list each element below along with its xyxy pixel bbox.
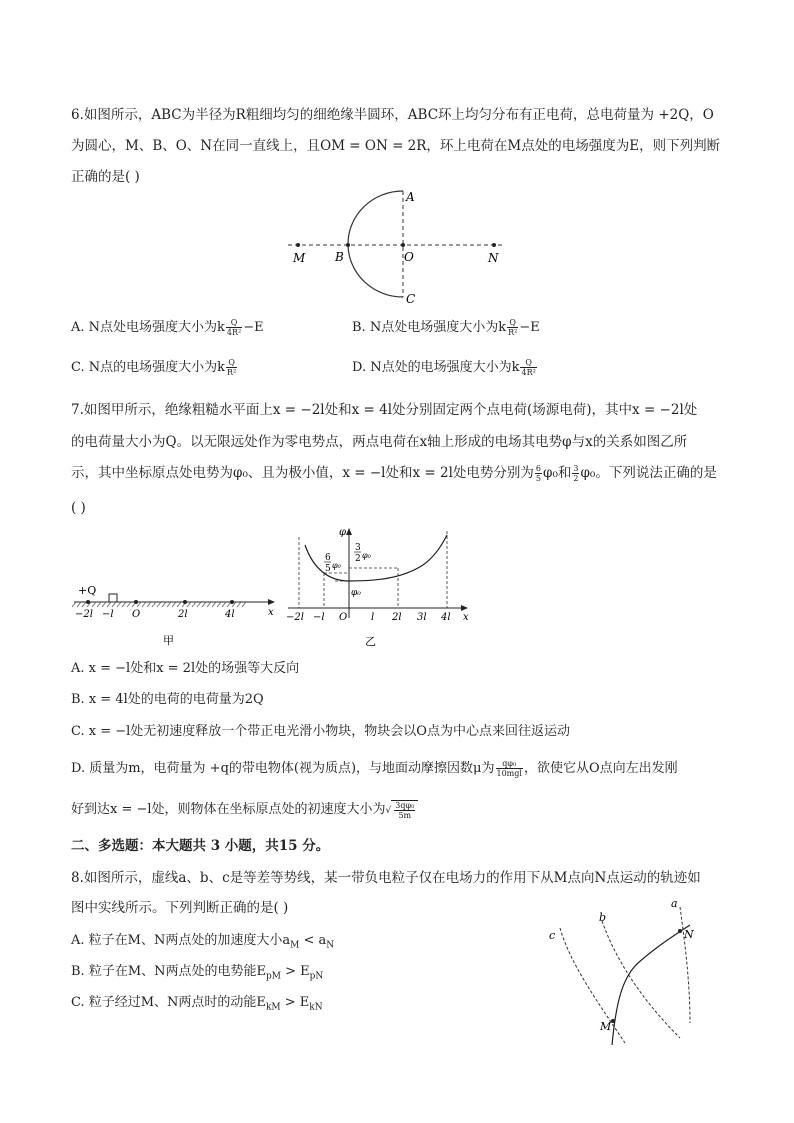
yi-tick-2: −l: [313, 612, 325, 623]
q8-point-m: [611, 1019, 615, 1023]
yi-tick-4: l: [371, 612, 375, 623]
q8-line1: 8.如图所示，虚线a、b、c是等差等势线，某一带负电粒子仅在电场力的作用下从M点向N点运动的轨迹如: [71, 870, 701, 886]
q6-option-a[interactable]: [71, 316, 264, 337]
q7-line3: 示，其中坐标原点处电势为φ₀、且为极小值，x = −l处和x = 2l处电势分别为 $\frac{6}{5}$ φ₀和 $\frac{3}{2}$ φ₀。下列说法正确的是: [71, 464, 717, 483]
q6-label-n: N: [488, 251, 499, 265]
jia-tick-3: O: [132, 609, 141, 620]
q7-line2: 的电荷量大小为Q。以无限远处作为零电势点，两点电荷在x轴上形成的电场其电势φ与x的关系如图乙所: [71, 434, 688, 450]
q8-equipotential-a: [680, 907, 690, 1023]
jia-tick-1: −2l: [75, 609, 93, 620]
q6-label-m: M: [293, 251, 306, 265]
q6-option-c-frac: $\frac{Q}{\text{R²}}$: [227, 358, 237, 377]
jia-hatch: [72, 602, 246, 607]
yi-phi0-label: φ₀: [351, 588, 361, 598]
jia-tick-5: 4l: [225, 609, 235, 620]
yi-frac32-num: 3: [355, 543, 361, 553]
q8-label-b: b: [599, 911, 607, 924]
q6-line1: 6.如图所示，ABC为半径为R粗细均匀的细绝缘半圆环，ABC环上均匀分布有正电荷，总电荷量为 +2Q，O: [71, 107, 714, 123]
yi-y-arrow: [346, 528, 352, 535]
q6-option-b-text: B. N点处电场强度大小为k: [352, 320, 507, 335]
yi-caption: 乙: [365, 635, 376, 648]
yi-tick-7: 4l: [441, 612, 451, 623]
jia-point-4l: [230, 600, 234, 604]
q6-option-b[interactable]: [352, 316, 540, 337]
q6-point-n: [492, 243, 496, 247]
q6-option-b-tail: −E: [519, 320, 540, 335]
q8-label-n: N: [684, 928, 694, 941]
q8-line2: 图中实线所示。下列判断正确的是( ): [71, 900, 289, 916]
q8-trajectory: [612, 925, 690, 1045]
yi-frac65-den: 5: [325, 564, 331, 574]
yi-frac65-phi: φ₀: [332, 561, 341, 570]
jia-tick-2: −l: [102, 609, 114, 620]
q7-option-b[interactable]: B. x = 4l处的电荷的电荷量为2Q: [71, 692, 264, 707]
jia-caption: 甲: [163, 634, 174, 647]
q6-option-d[interactable]: [352, 356, 538, 377]
q7-option-d[interactable]: D. 质量为m，电荷量为 +q的带电物体(视为质点)，与地面动摩擦因数μ为 $\frac{\text{qφ₀}}{\text{10mgl}}$ ，欲使它从O点向左出发刚: [71, 759, 678, 778]
yi-tick-6: 3l: [417, 612, 427, 623]
q7-option-a[interactable]: A. x = −l处和x = 2l处的场强等大反向: [71, 661, 300, 676]
q8-label-c: c: [549, 929, 556, 942]
jia-point-2l: [183, 600, 187, 604]
jia-axis-arrow: [268, 599, 275, 605]
q8-point-n: [678, 929, 682, 933]
yi-x-arrow: [461, 605, 468, 611]
q8-option-c[interactable]: C. 粒子经过M、N两点时的动能$E_{kM} > E_{kN}$: [71, 995, 323, 1013]
q8-option-b[interactable]: B. 粒子在M、N两点处的电势能$E_{pM} > E_{pN}$: [71, 964, 324, 982]
q8-label-m: M: [600, 1020, 612, 1033]
section-2-heading: 二、多选题：本大题共 3 小题，共15 分。: [71, 838, 330, 854]
q6-label-c: C: [406, 292, 416, 306]
q8-equipotential-c: [560, 928, 625, 1043]
jia-block: [109, 594, 117, 602]
q7-option-d-sqrt: √ $\frac{\text{3qφ₀}}{5m}$: [386, 800, 419, 820]
q6-option-c[interactable]: [71, 356, 238, 377]
q6-option-a-text: A. N点处电场强度大小为k: [71, 320, 225, 335]
jia-point-o: [134, 600, 138, 604]
q6-line3: 正确的是( ): [71, 169, 140, 185]
q6-point-o: [401, 243, 405, 247]
q6-figure: [280, 185, 520, 310]
yi-tick-5: 2l: [392, 612, 402, 623]
q8-option-a[interactable]: A. 粒子在M、N两点处的加速度大小$a_M < a_N$: [71, 933, 335, 951]
q7-option-d-line2: 好到达x = −l处，则物体在坐标原点处的初速度大小为√ $\frac{\text{3qφ₀}}{5m}$: [71, 798, 418, 820]
q6-point-m: [296, 243, 300, 247]
yi-phi-axis-label: φ: [339, 527, 347, 538]
q6-semicircle: [348, 191, 403, 297]
yi-axis-label: x: [463, 612, 469, 623]
q6-label-o: O: [404, 250, 414, 264]
q8-label-a: a: [671, 897, 678, 910]
q7-figure-yi: [283, 523, 478, 653]
yi-tick-3: O: [339, 612, 348, 623]
yi-frac65-num: 6: [325, 553, 331, 563]
yi-frac32-phi: φ₀: [362, 551, 371, 560]
q6-line2: 为圆心，M、B、O、N在同一直线上，且OM = ON = 2R，环上电荷在M点处的电场强度为E，则下列判断: [71, 138, 721, 154]
q7-option-c[interactable]: C. x = −l处无初速度释放一个带正电光滑小物块，物块会以O点为中心点来回往返运动: [71, 724, 570, 739]
yi-tick-1: −2l: [286, 612, 304, 623]
q8-figure: [540, 893, 710, 1053]
q7-line1: 7.如图甲所示，绝缘粗糙水平面上x = −2l处和x = 4l处分别固定两个点电荷(场源电荷)，其中x = −2l处: [71, 402, 698, 418]
q7-figure-jia: [70, 580, 285, 650]
q7-line4: ( ): [71, 500, 86, 516]
q6-label-b: B: [335, 250, 344, 264]
jia-charge-label: +Q: [78, 584, 97, 597]
q6-option-a-frac: $\frac{Q}{\text{4R²}}$: [226, 318, 242, 337]
q6-option-d-text: D. N点处的电场强度大小为k: [352, 360, 520, 375]
yi-frac32-den: 2: [355, 554, 361, 564]
q6-option-a-tail: −E: [243, 320, 264, 335]
q6-option-c-text: C. N点的电场强度大小为k: [71, 360, 226, 375]
jia-charge-dot: [86, 600, 90, 604]
q6-option-d-frac: $\frac{Q}{\text{4R²}}$: [521, 358, 536, 377]
q6-label-a: A: [406, 190, 415, 204]
q6-point-b: [346, 243, 350, 247]
jia-axis-label: x: [268, 607, 274, 618]
jia-tick-4: 2l: [178, 609, 188, 620]
q6-option-b-frac: $\frac{Q}{\text{R²}}$: [508, 318, 518, 337]
